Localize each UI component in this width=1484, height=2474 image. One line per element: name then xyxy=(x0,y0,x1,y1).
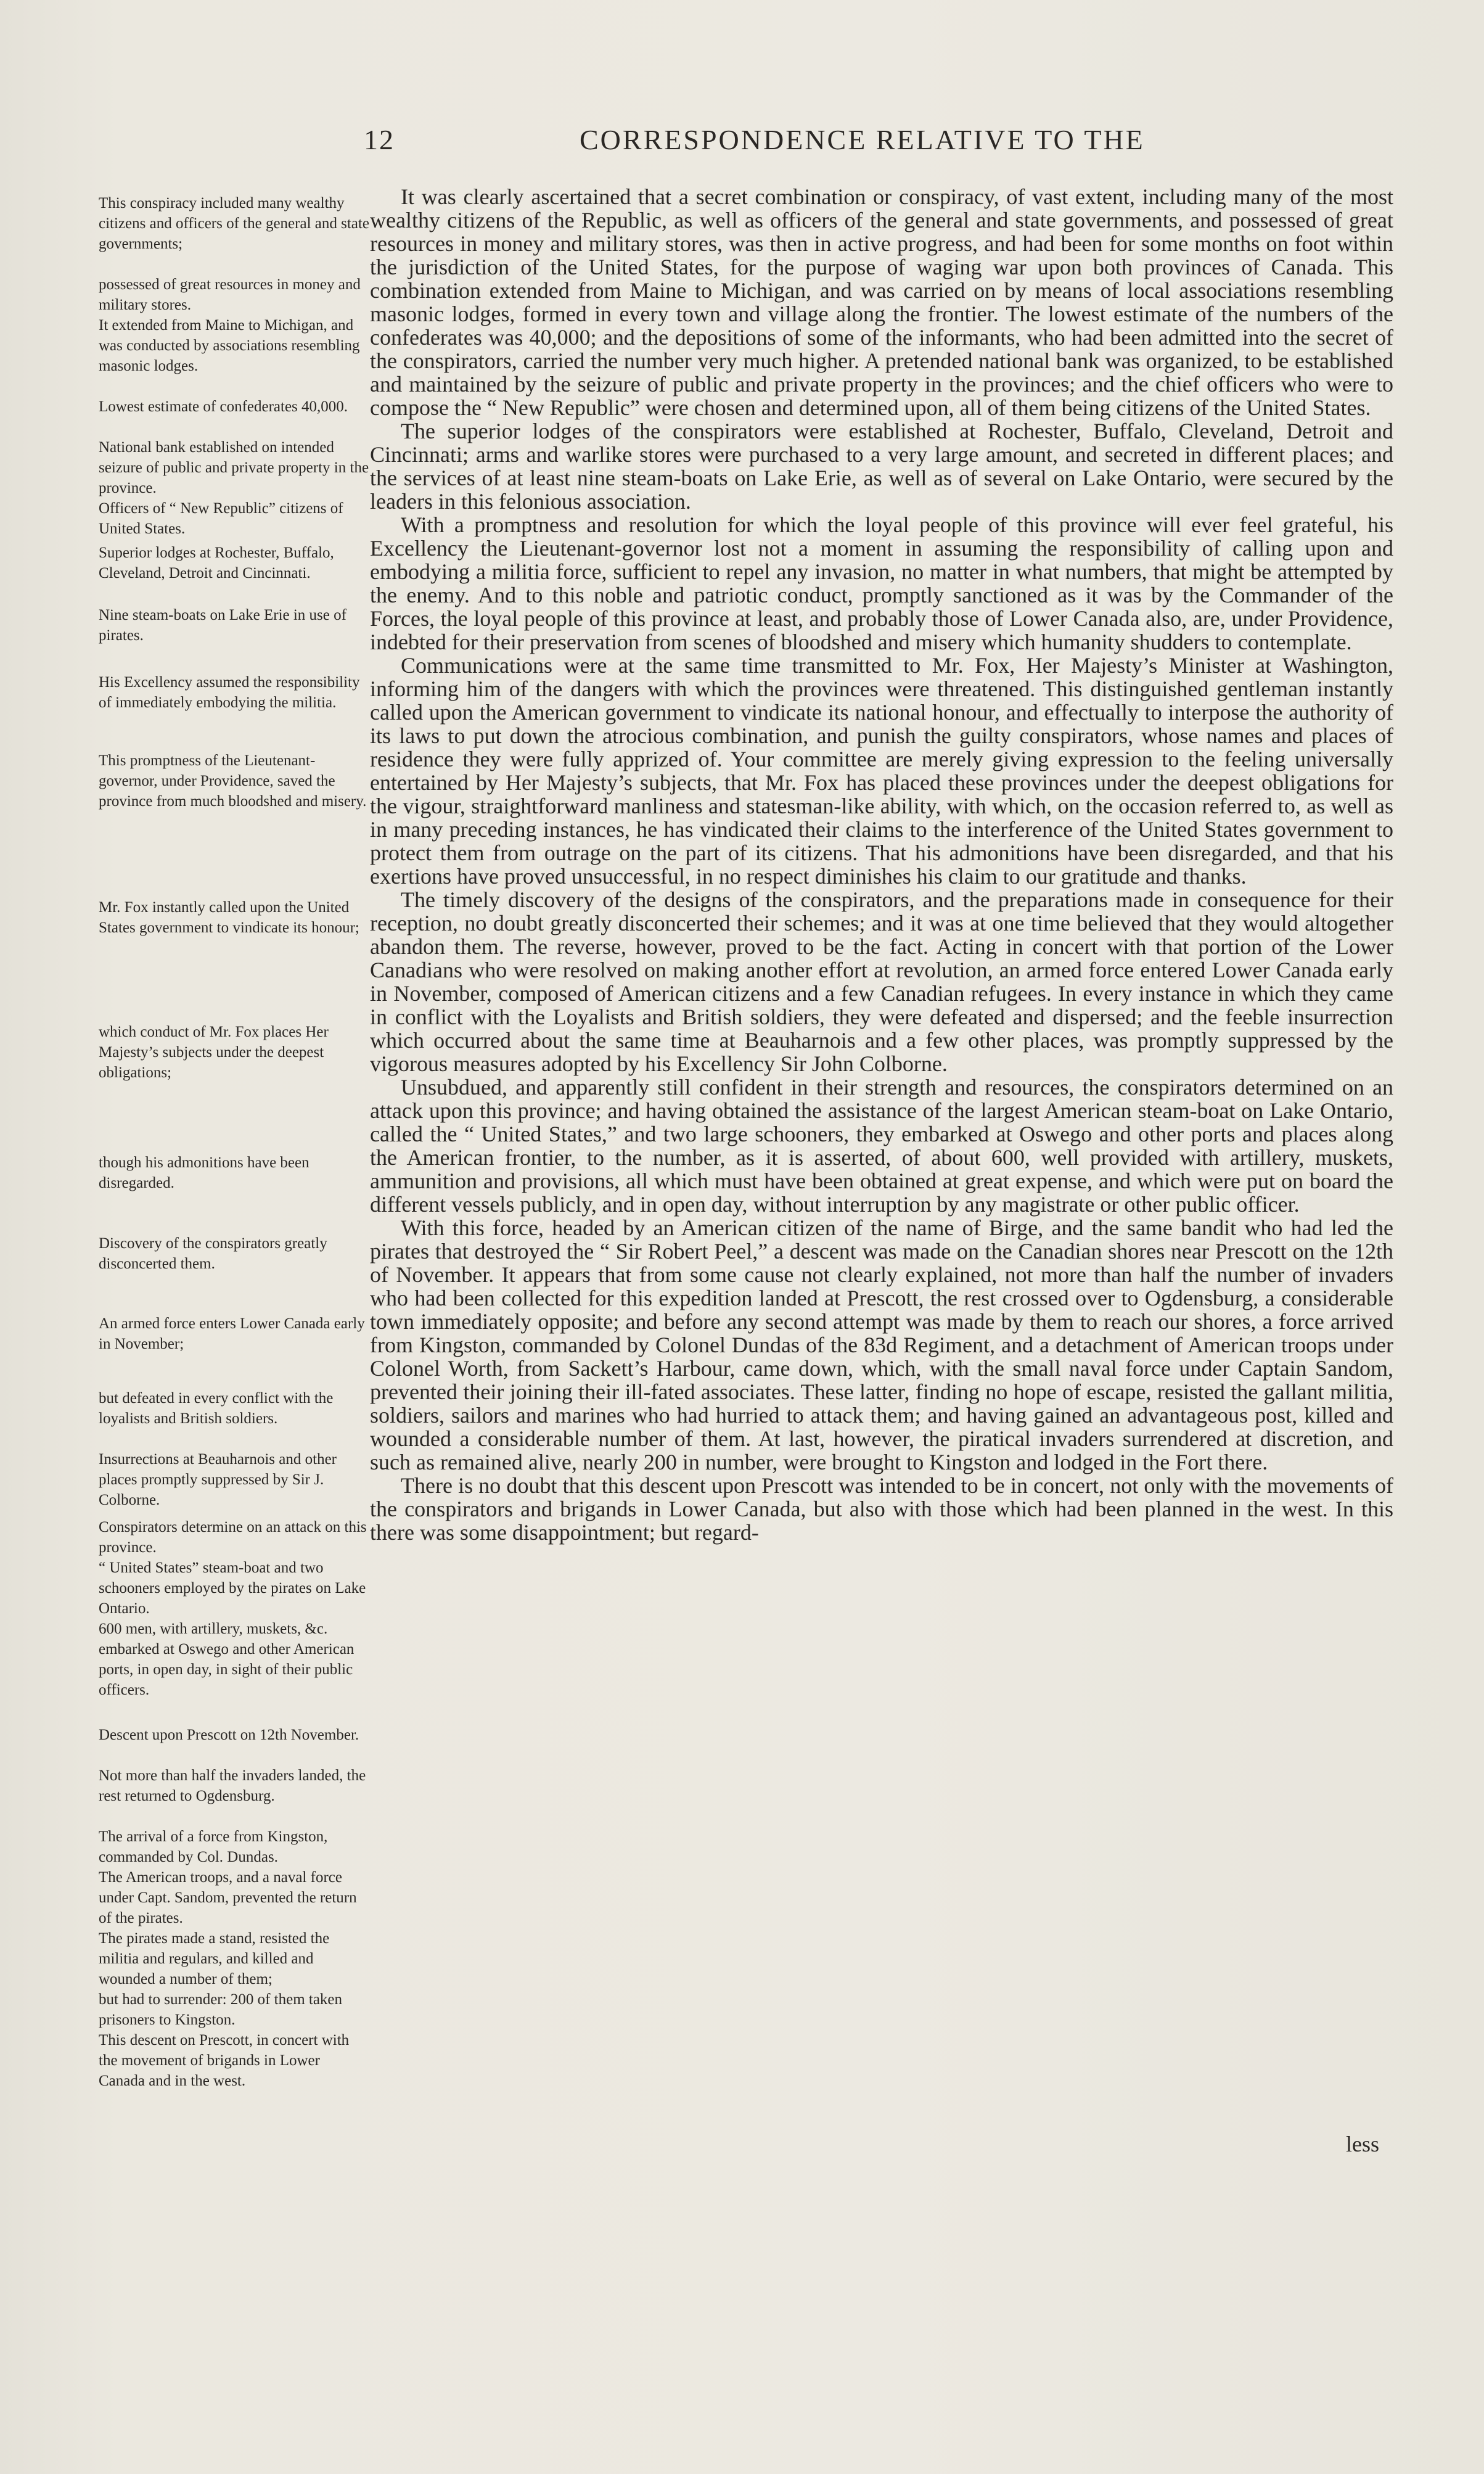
sidenote: Descent upon Prescott on 12th November. xyxy=(99,1727,359,1743)
sidenote: The arrival of a force from Kingston, commanded by Col. Dundas. xyxy=(99,1828,328,1865)
body-text xyxy=(370,185,1393,2220)
sidenote: Discovery of the conspirators greatly disconcerted them. xyxy=(99,1235,327,1272)
sidenote: but defeated in every conflict with the loyalists and British soldiers. xyxy=(99,1390,334,1427)
sidenote: but had to surrender: 200 of them taken prisoners to Kingston. xyxy=(99,1991,343,2028)
sidenote: possessed of great resources in money and military stores. xyxy=(99,276,361,313)
page-number: 12 xyxy=(364,124,395,155)
sidenote: It extended from Maine to Michigan, and was conducted by associations resembling masonic lodges. xyxy=(99,317,360,374)
sidenote: This descent on Prescott, in concert with the movement of brigands in Lower Canada and in the west. xyxy=(99,2032,350,2089)
sidenote: This promptness of the Lieutenant-governor, under Providence, saved the province from much bloodshed and misery. xyxy=(99,752,367,810)
sidenote: 600 men, with artillery, muskets, &c. embarked at Oswego and other American ports, in open day, in sight of their public officers. xyxy=(99,1621,355,1698)
paragraph: With a promptness and resolution for which the loyal people of this province will ever feel grateful, his Excellency the Lieutenant-governor lost not a moment in assuming the responsibility of calling upon and embodying a militia force, sufficient to repel any invasion, no matter in what numbers, that might be attempted by the enemy. And to this noble and patriotic conduct, promptly sanctioned as it was by the Commander of the Forces, the loyal people of this province at least, and probably those of Lower Canada also, are, under Providence, indebted for their preservation from scenes of bloodshed and misery which humanity shudders to contemplate. xyxy=(370,512,1393,654)
paragraph: The superior lodges of the conspirators were established at Rochester, Buffalo, Cleveland, Detroit and Cincinnati; arms and warlike stores were purchased to a very large amount, and secreted in different places; and the services of at least nine steam-boats on Lake Erie, as well as of several on Lake Ontario, were secured by the leaders in this felonious association. xyxy=(370,419,1393,514)
sidenote: The American troops, and a naval force under Capt. Sandom, prevented the return of the pirates. xyxy=(99,1869,357,1926)
sidenote: which conduct of Mr. Fox places Her Majesty’s subjects under the deepest obligations; xyxy=(99,1024,329,1081)
sidenote: Nine steam-boats on Lake Erie in use of pirates. xyxy=(99,607,346,644)
sidenote: Insurrections at Beauharnois and other places promptly suppressed by Sir J. Colborne. xyxy=(99,1451,337,1508)
sidenote: Not more than half the invaders landed, the rest returned to Ogdensburg. xyxy=(99,1767,366,1804)
sidenote: An armed force enters Lower Canada early in November; xyxy=(99,1315,365,1352)
sidenote: The pirates made a stand, resisted the militia and regulars, and killed and wounded a number of them; xyxy=(99,1930,330,1987)
sidenote: though his admonitions have been disregarded. xyxy=(99,1154,310,1191)
sidenote: Conspirators determine on an attack on this province. xyxy=(99,1519,367,1556)
running-title: CORRESPONDENCE RELATIVE TO THE xyxy=(580,124,1145,155)
paragraph: With this force, headed by an American citizen of the name of Birge, and the same bandit who had led the pirates that destroyed the “ Sir Robert Peel,” a descent was made on the Canadian shores near Prescott on the 12th of November. It appears that from some cause not clearly explained, not more than half the number of invaders who had been collected for this expedition landed at Prescott, the rest crossed over to Ogdensburg, a considerable town immediately opposite; and before any second attempt was made by them to reach our shores, a force arrived from Kingston, commanded by Colonel Dundas of the 83d Regiment, and a detachment of American troops under Colonel Worth, from Sackett’s Harbour, came down, which, with the small naval force under Captain Sandom, prevented their joining their ill-fated associates. These latter, finding no hope of escape, resisted the gallant militia, soldiers, sailors and marines who had hurried to attack them; and having gained an advantageous post, killed and wounded a considerable number of them. At last, however, the piratical invaders surrendered at discretion, and such as remained alive, nearly 200 in number, were brought to Kingston and lodged in the Fort there. xyxy=(370,1215,1393,1474)
sidenote: This conspiracy included many wealthy citizens and officers of the general and state governments; xyxy=(99,195,369,252)
paragraph: Unsubdued, and apparently still confident in their strength and resources, the conspirators determined on an attack upon this province; and having obtained the assistance of the largest American steam-boat on Lake Ontario, called the “ United States,” and two large schooners, they embarked at Oswego and other ports and places along the American frontier, to the number, as it is asserted, of about 600, well provided with artillery, muskets, ammunition and provisions, all which must have been obtained at great expense, and which were put on board the different vessels publicly, and in open day, without interruption by any magistrate or other public officer. xyxy=(370,1075,1393,1217)
paragraph: Communications were at the same time transmitted to Mr. Fox, Her Majesty’s Minister at Washington, informing him of the dangers with which the provinces were threatened. This distinguished gentleman instantly called upon the American government to vindicate its national honour, and effectually to interpose the authority of its laws to put down the atrocious combination, and punish the guilty conspirators, whose names and places of residence they were fully apprized of. Your committee are merely giving expression to the feeling universally entertained by Her Majesty’s subjects, that Mr. Fox has placed these provinces under the deepest obligations for the vigour, straightforward manliness and statesman-like ability, with which, on the occasion referred to, as well as in many preceding instances, he has vindicated their claims to the interference of the United States government to protect them from outrage on the part of its citizens. That his admonitions have been disregarded, and that his exertions have proved unsuccessful, in no respect diminishes his claim to our gratitude and thanks. xyxy=(370,653,1393,889)
marginal-notes xyxy=(99,185,370,2220)
sidenote: His Excellency assumed the responsibility of immediately embodying the militia. xyxy=(99,674,360,711)
sidenote: Lowest estimate of confederates 40,000. xyxy=(99,398,348,415)
sidenote: Superior lodges at Rochester, Buffalo, Cleveland, Detroit and Cincinnati. xyxy=(99,545,334,582)
sidenote: Officers of “ New Republic” citizens of United States. xyxy=(99,500,343,537)
paragraph: There is no doubt that this descent upon Prescott was intended to be in concert, not only with the movements of the conspirators and brigands in Lower Canada, but also with those which had been planned in the west. In this there was some disappointment; but regard- xyxy=(370,1473,1393,1545)
paragraph: The timely discovery of the designs of the conspirators, and the preparations made in consequence for their reception, no doubt greatly disconcerted their schemes; and it was at one time believed that they would altogether abandon them. The reverse, however, proved to be the fact. Acting in concert with that portion of the Lower Canadians who were resolved on making another effort at revolution, an armed force entered Lower Canada early in November, composed of American citizens and a few Canadian refugees. In every instance in which they came in conflict with the Loyalists and British soldiers, they were defeated and dispersed; and the feeble insurrection which occurred about the same time at Beauharnois and a few other places, was promptly suppressed by the vigorous measures adopted by his Excellency Sir John Colborne. xyxy=(370,887,1393,1076)
page-header xyxy=(364,123,1381,166)
sidenote: “ United States” steam-boat and two schooners employed by the pirates on Lake Ontario. xyxy=(99,1560,366,1617)
sidenote: Mr. Fox instantly called upon the United States government to vindicate its honour; xyxy=(99,899,359,936)
sidenote: National bank established on intended seizure of public and private property in the province. xyxy=(99,439,369,496)
catchword: less xyxy=(1346,2132,1379,2156)
paragraph: It was clearly ascertained that a secret combination or conspiracy, of vast extent, including many of the most wealthy citizens of the Republic, as well as officers of the general and state governments, and possessed of great resources in money and military stores, was then in active progress, and had been for some months on foot within the jurisdiction of the United States, for the purpose of waging war upon both provinces of Canada. This combination extended from Maine to Michigan, and was carried on by means of local associations resembling masonic lodges, formed in every town and village along the frontier. The lowest estimate of the numbers of the confederates was 40,000; and the depositions of some of the informants, who had been admitted into the secret of the conspirators, carried the number very much higher. A pretended national bank was organized, to be established and maintained by the seizure of public and private property in the provinces; and the chief officers who were to compose the “ New Republic” were chosen and determined upon, all of them being citizens of the United States. xyxy=(370,184,1393,420)
